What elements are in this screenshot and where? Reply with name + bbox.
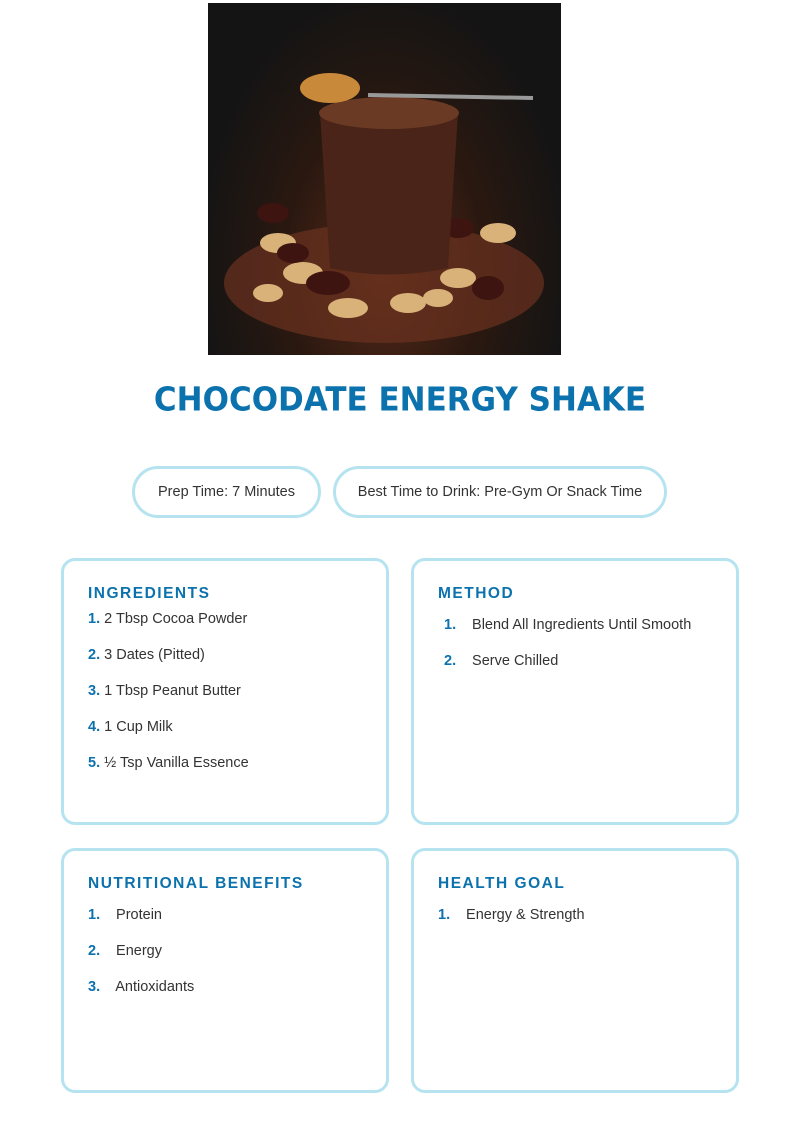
method-card: [411, 558, 739, 825]
item-text: Blend All Ingredients Until Smooth: [472, 617, 692, 633]
list-item: [88, 755, 386, 791]
item-text: Protein: [116, 907, 162, 923]
method-heading: METHOD: [438, 585, 515, 602]
list-item: [88, 647, 386, 683]
list-item: [88, 719, 386, 755]
item-number: 3.: [88, 979, 101, 995]
item-text: Energy: [116, 943, 162, 959]
ingredients-heading: INGREDIENTS: [88, 585, 211, 602]
list-item: [88, 943, 386, 979]
item-text: 1 Cup Milk: [104, 719, 173, 735]
best-time-text: Best Time to Drink: Pre-Gym Or Snack Time: [357, 484, 643, 500]
ingredients-list: [88, 611, 386, 791]
prep-time-badge: [132, 466, 321, 518]
list-item: [88, 611, 386, 647]
item-number: 2.: [88, 943, 101, 959]
item-text: Serve Chilled: [472, 653, 559, 669]
list-item: [444, 653, 736, 689]
item-text: Energy & Strength: [466, 907, 585, 923]
list-item: [88, 907, 386, 943]
health-goal-heading: HEALTH GOAL: [438, 875, 566, 892]
best-time-badge: [333, 466, 667, 518]
item-number: 1.: [438, 907, 451, 923]
ingredients-card: [61, 558, 389, 825]
item-text: Antioxidants: [115, 979, 195, 995]
item-number: 1.: [88, 611, 101, 627]
item-number: 2.: [444, 653, 457, 669]
item-number: 3.: [88, 683, 101, 699]
item-number: 2.: [88, 647, 101, 663]
nutritional-benefits-card: [61, 848, 389, 1093]
benefits-list: [88, 907, 386, 1015]
prep-time-text: Prep Time: 7 Minutes: [158, 484, 295, 500]
page-title: CHOCODATE ENERGY SHAKE: [153, 381, 647, 419]
item-text: 2 Tbsp Cocoa Powder: [104, 611, 248, 627]
item-number: 1.: [444, 617, 457, 633]
list-item: [444, 617, 736, 653]
list-item: [438, 907, 736, 943]
method-list: [438, 617, 736, 689]
list-item: [88, 683, 386, 719]
item-text: ½ Tsp Vanilla Essence: [104, 755, 249, 771]
item-number: 4.: [88, 719, 101, 735]
item-text: 3 Dates (Pitted): [104, 647, 205, 663]
item-number: 5.: [88, 755, 101, 771]
shake-illustration: [208, 3, 561, 355]
benefits-heading: NUTRITIONAL BENEFITS: [88, 875, 304, 892]
item-number: 1.: [88, 907, 101, 923]
health-goal-card: [411, 848, 739, 1093]
item-text: 1 Tbsp Peanut Butter: [104, 683, 241, 699]
list-item: [88, 979, 386, 1015]
health-goal-list: [438, 907, 736, 943]
shake-photo: [208, 3, 561, 355]
